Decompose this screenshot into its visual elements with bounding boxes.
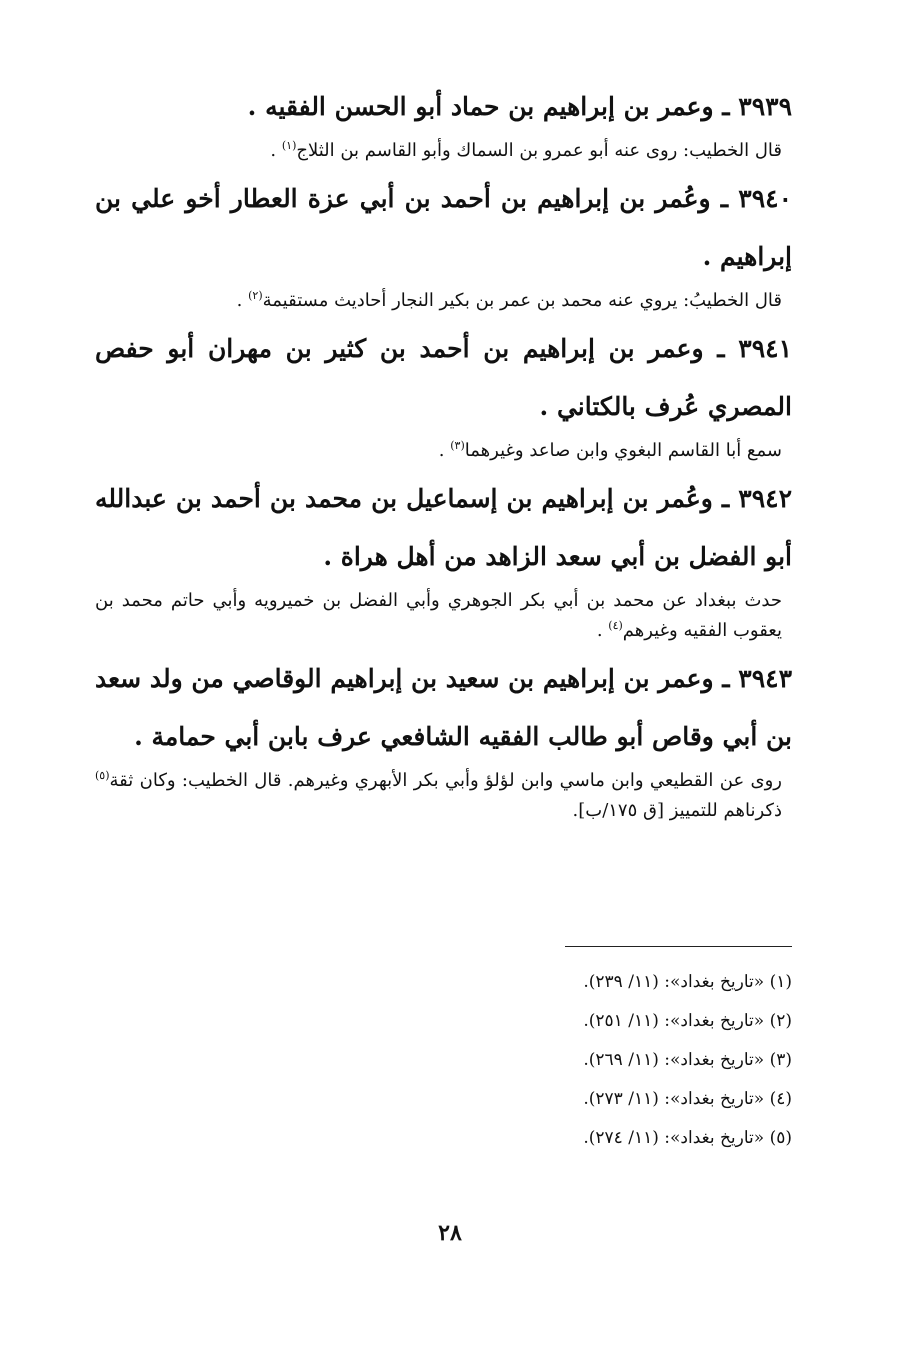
footnote-3: (٣) «تاريخ بغداد»: (١١/ ٢٦٩).: [583, 1050, 792, 1070]
entry-heading: ٣٩٤٢ ـ وعُمر بن إبراهيم بن إسماعيل بن محمد بن أحمد بن عبدالله أبو الفضل بن أبي سعد الزاهد من أهل هراة .: [95, 484, 792, 571]
entry-body-end: .: [270, 140, 282, 161]
entry-body-text: حدث ببغداد عن محمد بن أبي بكر الجوهري وأبي الفضل بن خميرويه وأبي حاتم محمد بن يعقوب الفقيه وغيرهم: [95, 590, 782, 641]
entry-heading: ٣٩٤١ ـ وعمر بن إبراهيم بن أحمد بن كثير بن مهران أبو حفص المصري عُرف بالكتاني .: [95, 334, 792, 421]
footnote-separator: [565, 946, 792, 947]
entry-body-text: سمع أبا القاسم البغوي وابن صاعد وغيرهما: [464, 440, 782, 461]
entry-body: [95, 286, 782, 316]
entry-body-end: .: [438, 440, 451, 461]
footnote-marker: (٥): [95, 769, 110, 782]
footnote-1: (١) «تاريخ بغداد»: (١١/ ٢٣٩).: [583, 972, 792, 992]
footnotes: [430, 966, 792, 1161]
entry-body-text: روى عن القطيعي وابن ماسي وابن لؤلؤ وأبي بكر الأبهري وغيرهم. قال الخطيب: وكان ثقة: [109, 770, 782, 791]
footnote-2: (٢) «تاريخ بغداد»: (١١/ ٢٥١).: [583, 1011, 792, 1031]
entry-3939: [95, 78, 792, 166]
entry-body: [95, 436, 782, 466]
footnote-4: (٤) «تاريخ بغداد»: (١١/ ٢٧٣).: [583, 1089, 792, 1109]
page-number: ٢٨: [438, 1220, 462, 1246]
entry-3943: [95, 650, 792, 826]
entry-body: [95, 136, 782, 166]
footnote-marker: (١): [281, 139, 297, 152]
entry-3940: [95, 170, 792, 316]
entry-body-end: ذكرناهم للتمييز [ق ١٧٥/ب].: [572, 800, 782, 821]
entry-body-text: قال الخطيب: روى عنه أبو عمرو بن السماك وأبو القاسم بن الثلاج: [296, 140, 782, 161]
entry-3942: [95, 470, 792, 646]
entry-heading: ٣٩٤٣ ـ وعمر بن إبراهيم بن سعيد بن إبراهيم الوقاصي من ولد سعد بن أبي وقاص أبو طالب الفقيه الشافعي عرف بابن أبي حمامة .: [95, 664, 792, 751]
footnote-marker: (٤): [608, 619, 623, 632]
footnote-5: (٥) «تاريخ بغداد»: (١١/ ٢٧٤).: [583, 1128, 792, 1148]
entry-body: [95, 766, 782, 826]
entry-3941: [95, 320, 792, 466]
entry-body-end: .: [236, 290, 249, 311]
entry-body-end: .: [596, 620, 609, 641]
entry-heading: ٣٩٣٩ ـ وعمر بن إبراهيم بن حماد أبو الحسن الفقيه .: [247, 92, 792, 121]
footnote-marker: (٣): [450, 439, 465, 452]
entry-body: [95, 586, 782, 646]
main-text: [95, 78, 792, 830]
footnote-marker: (٢): [248, 289, 263, 302]
entry-body-text: قال الخطيبُ: يروي عنه محمد بن عمر بن بكير النجار أحاديث مستقيمة: [262, 290, 782, 311]
entry-heading: ٣٩٤٠ ـ وعُمر بن إبراهيم بن أحمد بن أبي عزة العطار أخو علي بن إبراهيم .: [95, 184, 792, 271]
